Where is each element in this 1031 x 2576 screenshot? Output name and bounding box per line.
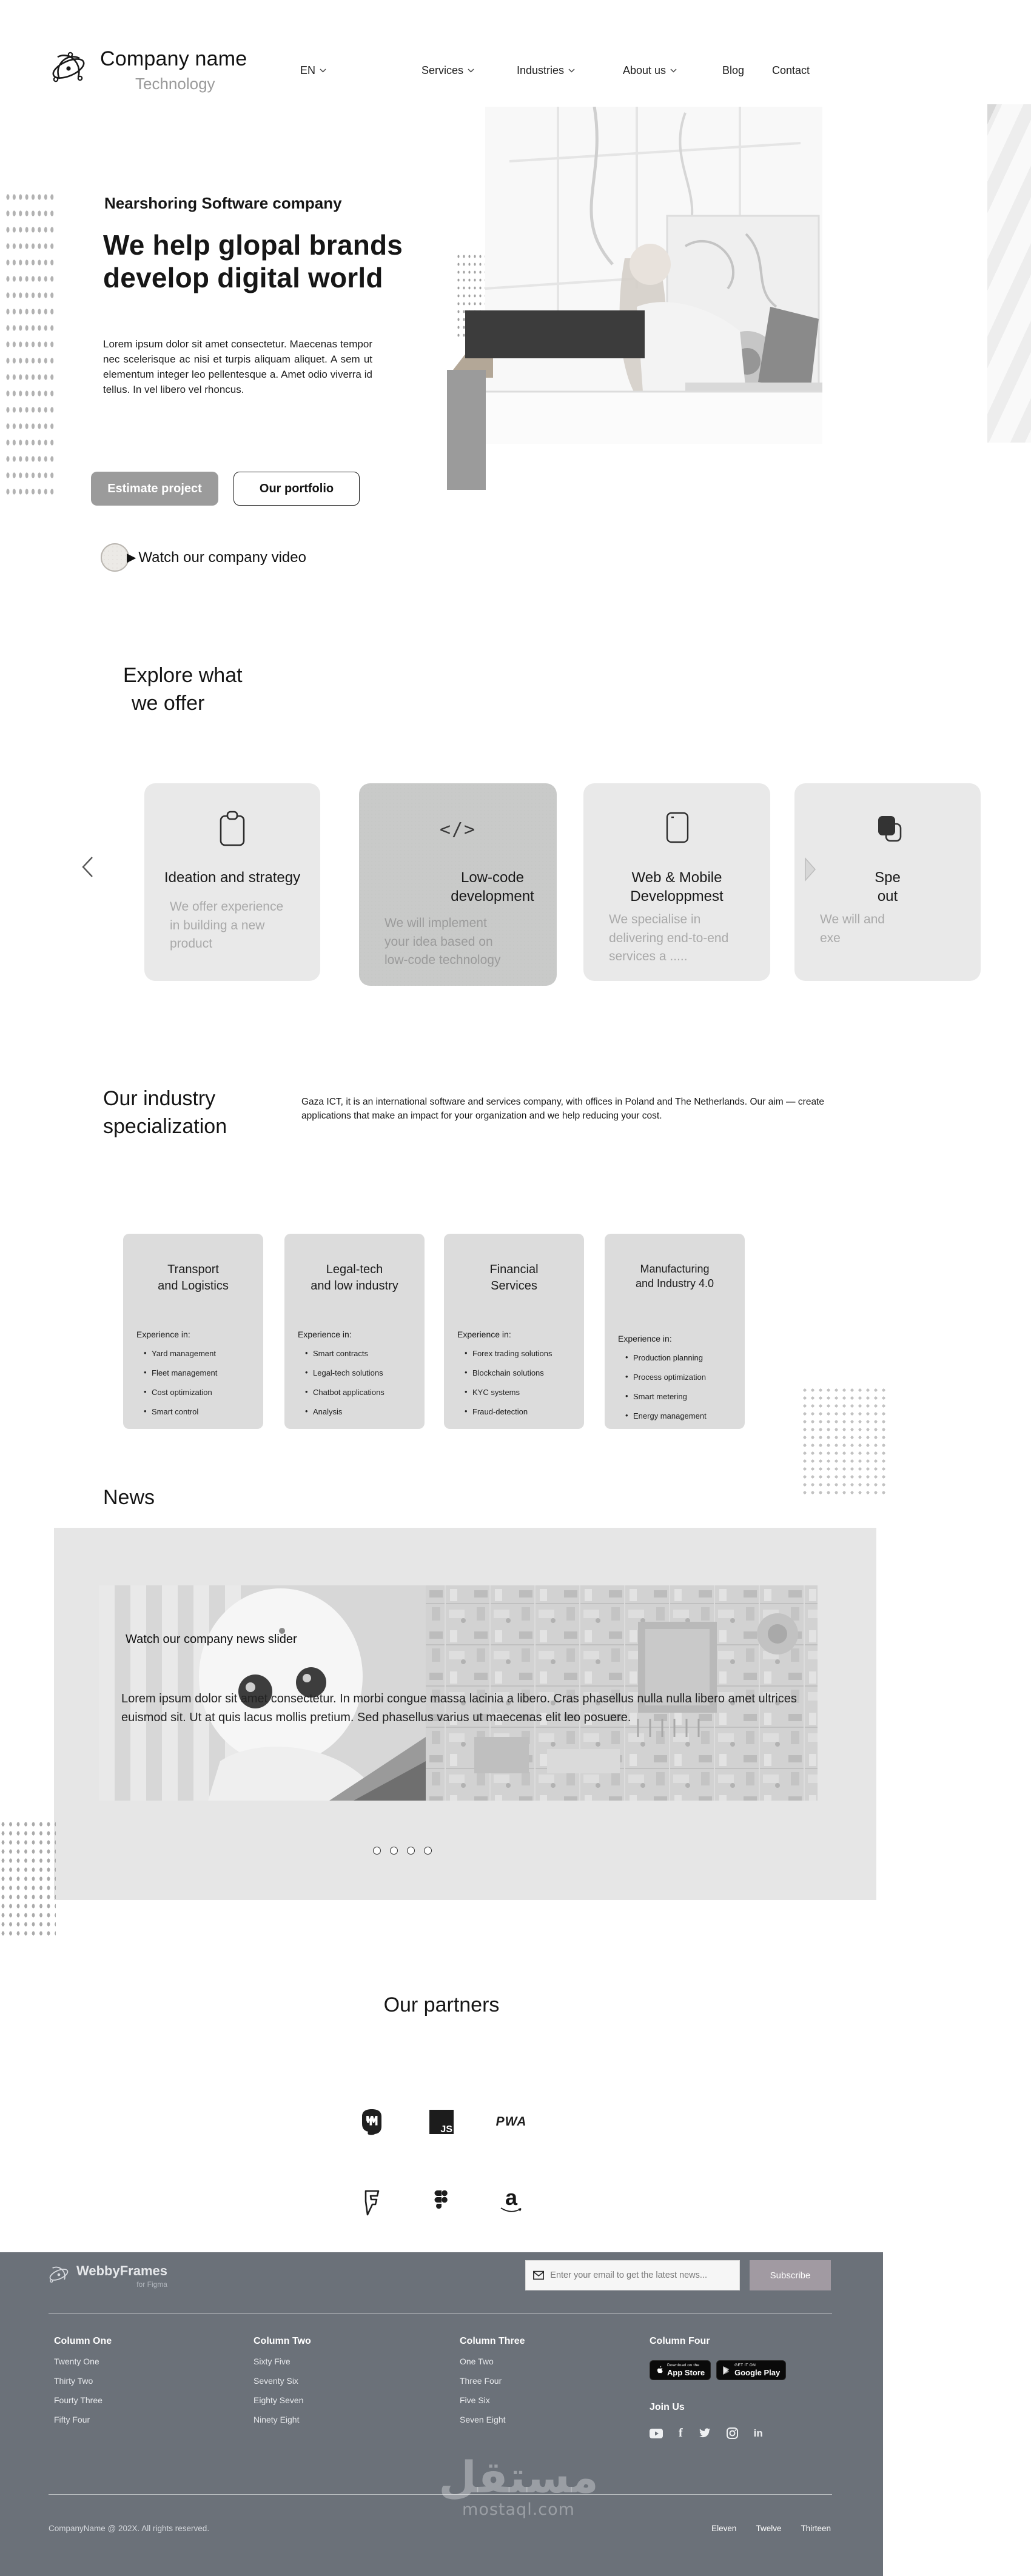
newsletter-email-input[interactable] <box>550 2270 732 2280</box>
company-logo-icon <box>49 50 89 90</box>
industry-paragraph: Gaza ICT, it is an international software and services company, with offices in Poland and The Netherlands. Our aim — create applications that make an impact for your organization and we help reducing your cost. <box>301 1097 824 1122</box>
hero-title-line1: We help glopal brands <box>103 229 403 261</box>
list-item: • Analysis <box>305 1407 425 1416</box>
column-heading: Column Four <box>650 2336 710 2346</box>
list-item: • Smart metering <box>625 1392 745 1401</box>
column-heading: Column Two <box>254 2336 311 2346</box>
footer-link[interactable]: Fourty Three <box>54 2395 102 2405</box>
offer-card-ideation[interactable] <box>144 783 320 981</box>
industry-title <box>103 1085 227 1141</box>
list-item: • KYC systems <box>465 1388 584 1397</box>
experience-label: Experience in: <box>618 1333 672 1343</box>
mastodon-logo[interactable] <box>341 2105 402 2139</box>
list-item: • Smart contracts <box>305 1349 425 1358</box>
chevron-down-icon <box>670 69 677 73</box>
play-icon: ▶ <box>127 551 136 564</box>
youtube-icon[interactable] <box>650 2429 663 2438</box>
hero-paragraph: Lorem ipsum dolor sit amet consectetur. Maecenas tempor nec scelerisque ac nisi et turpis aliquam aliquet. A sem ut elementum integer leo pellentesque a. Amet odio viverra id tellus. In vel libero vel rhoncus. <box>103 338 372 395</box>
industry-card-financial <box>444 1234 584 1429</box>
offer-title-line1: Explore what <box>123 664 243 687</box>
footer-link[interactable]: Twelve <box>756 2524 782 2533</box>
carousel-prev-button[interactable] <box>81 856 94 881</box>
nav-industries-label: Industries <box>517 64 565 76</box>
dot-pattern <box>0 1820 56 1938</box>
offer-title-line2: we offer <box>132 691 205 715</box>
nav-services[interactable] <box>421 64 474 77</box>
partners-title: Our partners <box>383 1993 500 2016</box>
dot-pattern <box>5 192 56 503</box>
clipboard-icon <box>144 808 320 851</box>
list-item: • Legal-tech solutions <box>305 1368 425 1377</box>
news-pagination <box>373 1847 432 1855</box>
copy-icon <box>794 808 981 851</box>
list-item: • Blockchain solutions <box>465 1368 584 1377</box>
badge-store-text: Google Play <box>734 2368 781 2377</box>
experience-list <box>465 1349 584 1416</box>
offer-card-text: We will implement your idea based on low-code technology <box>385 916 501 968</box>
svg-text:JS: JS <box>440 2124 452 2135</box>
hero-eyebrow: Nearshoring Software company <box>104 194 342 212</box>
news-paragraph: Lorem ipsum dolor sit amet consectetur. In morbi congue massa lacinia a libero. Cras phasellus nulla nulla libero amet ultrices euismod sit. Ut at quis lacus mollis pretium. Sed phasellus varius ut maecenas elit leo posuere. <box>121 1692 797 1724</box>
linkedin-icon[interactable]: in <box>753 2427 763 2439</box>
list-item: • Smart control <box>144 1407 263 1416</box>
industry-card-title: Manufacturing and Industry 4.0 <box>635 1263 714 1290</box>
hero-title-line2: develop digital world <box>103 261 383 293</box>
watch-video-label: Watch our company video <box>138 549 306 566</box>
footer-column-two <box>254 2336 311 2424</box>
nav-blog[interactable] <box>722 64 744 77</box>
tablet-icon <box>583 808 770 851</box>
watermark-domain: mostaql.com <box>462 2500 575 2519</box>
app-store-badge[interactable] <box>650 2360 711 2380</box>
brand-name: Company name <box>100 47 247 70</box>
nav-about-us[interactable] <box>623 64 677 77</box>
google-play-icon <box>722 2366 731 2375</box>
experience-label: Experience in: <box>136 1330 190 1339</box>
nav-blog-label: Blog <box>722 64 745 76</box>
pagination-dot-3[interactable] <box>407 1847 415 1855</box>
brand-tagline: Technology <box>135 75 215 93</box>
instagram-icon[interactable] <box>727 2427 738 2439</box>
estimate-project-button[interactable]: Estimate project <box>91 472 218 506</box>
industry-title-line2: specialization <box>103 1114 227 1138</box>
pagination-dot-1[interactable] <box>373 1847 381 1855</box>
offer-title <box>123 662 243 718</box>
join-us-heading: Join Us <box>650 2402 685 2412</box>
offer-card-title: Low-code development <box>451 869 534 905</box>
footer-link[interactable]: Ninety Eight <box>254 2415 300 2424</box>
figma-logo[interactable] <box>411 2186 472 2220</box>
industry-card-legaltech <box>284 1234 425 1429</box>
nav-contact[interactable] <box>772 64 810 77</box>
subscribe-button[interactable]: Subscribe <box>750 2260 831 2290</box>
footer-divider <box>49 2313 832 2314</box>
footer-brand-name: WebbyFrames <box>76 2263 167 2278</box>
nav-contact-label: Contact <box>772 64 810 76</box>
video-avatar <box>101 543 129 572</box>
facebook-icon[interactable]: f <box>679 2426 683 2440</box>
javascript-logo[interactable] <box>411 2105 472 2139</box>
our-portfolio-button[interactable]: Our portfolio <box>233 472 360 506</box>
hero-title <box>103 229 455 295</box>
nav-about-label: About us <box>623 64 667 76</box>
chevron-down-icon <box>568 69 575 73</box>
twitter-icon[interactable] <box>699 2428 711 2438</box>
copyright-text: CompanyName @ 202X. All rights reserved. <box>49 2524 210 2533</box>
foursquare-logo[interactable] <box>341 2186 402 2220</box>
news-slider-panel <box>54 1528 876 1900</box>
footer-link[interactable]: Sixty Five <box>254 2357 290 2366</box>
footer-link[interactable]: Eighty Seven <box>254 2395 304 2405</box>
list-item: • Chatbot applications <box>305 1388 425 1397</box>
footer <box>0 2252 883 2576</box>
footer-bottom-links <box>679 2524 831 2533</box>
envelope-icon <box>533 2270 544 2280</box>
google-play-badge[interactable] <box>716 2360 786 2380</box>
offer-card-title: Spe out <box>875 869 901 905</box>
offer-card-title: Web & Mobile Developpmest <box>630 869 724 905</box>
offer-card-lowcode[interactable] <box>359 783 557 986</box>
news-slider-label: Watch our company news slider <box>126 1633 297 1646</box>
footer-link[interactable]: Thirteen <box>801 2524 831 2533</box>
pagination-dot-4[interactable] <box>424 1847 432 1855</box>
footer-logo-icon <box>47 2263 70 2286</box>
footer-link[interactable]: One Two <box>460 2357 494 2366</box>
offer-card-web-mobile[interactable] <box>583 783 770 981</box>
carousel-next-button[interactable] <box>803 857 818 885</box>
news-title: News <box>103 1486 155 1509</box>
experience-label: Experience in: <box>457 1330 511 1339</box>
badge-pre-text: Download on the <box>667 2363 700 2367</box>
list-item: • Production planning <box>625 1353 745 1362</box>
apple-icon <box>656 2366 663 2375</box>
list-item: • Yard management <box>144 1349 263 1358</box>
dot-pattern <box>802 1387 889 1499</box>
decor-dark-rect <box>465 310 645 358</box>
badge-pre-text: GET IT ON <box>734 2363 756 2367</box>
industry-card-manufacturing <box>605 1234 745 1429</box>
offer-card-partial[interactable] <box>794 783 981 981</box>
watermark-arabic: مستقل <box>438 2452 599 2503</box>
footer-link[interactable]: Eleven <box>711 2524 737 2533</box>
footer-column-three <box>460 2336 525 2424</box>
footer-link[interactable]: Five Six <box>460 2395 490 2405</box>
industry-card-title: Transport and Logistics <box>158 1263 229 1293</box>
experience-list <box>625 1353 745 1420</box>
footer-link[interactable]: Fifty Four <box>54 2415 90 2424</box>
pagination-dot-2[interactable] <box>390 1847 398 1855</box>
code-icon: </> <box>439 818 477 840</box>
watermark <box>382 2452 655 2519</box>
offer-card-text: We specialise in delivering end-to-end services a ..... <box>609 912 729 964</box>
footer-column-one <box>54 2336 112 2424</box>
industry-title-line1: Our industry <box>103 1087 216 1110</box>
badge-store-text: App Store <box>667 2368 705 2377</box>
experience-list <box>144 1349 263 1416</box>
offer-card-text: We will and exe <box>820 912 885 945</box>
footer-brand-tagline: for Figma <box>136 2280 167 2289</box>
footer-column-four <box>650 2336 786 2440</box>
offer-card-title: Ideation and strategy <box>164 869 301 886</box>
column-heading: Column One <box>54 2336 112 2346</box>
footer-link[interactable]: Thirty Two <box>54 2376 93 2386</box>
list-item: • Forex trading solutions <box>465 1349 584 1358</box>
watch-video-control[interactable] <box>101 543 306 572</box>
list-item: • Energy management <box>625 1411 745 1420</box>
industry-card-title: Legal-tech and low industry <box>311 1263 398 1293</box>
experience-list <box>305 1349 425 1416</box>
nav-services-label: Services <box>421 64 464 76</box>
footer-link[interactable]: Twenty One <box>54 2357 99 2366</box>
offer-card-text: We offer experience in building a new product <box>170 900 284 951</box>
nav-industries[interactable] <box>517 64 575 77</box>
chevron-down-icon <box>320 69 326 73</box>
pwa-logo[interactable]: PWA <box>495 2115 527 2129</box>
language-selector[interactable] <box>300 64 326 77</box>
experience-label: Experience in: <box>298 1330 352 1339</box>
footer-link[interactable]: Seven Eight <box>460 2415 506 2424</box>
next-slide-peek <box>987 104 1031 443</box>
amazon-logo[interactable]: a <box>481 2186 542 2220</box>
list-item: • Process optimization <box>625 1373 745 1382</box>
list-item: • Fraud-detection <box>465 1407 584 1416</box>
footer-link[interactable]: Three Four <box>460 2376 502 2386</box>
column-heading: Column Three <box>460 2336 525 2346</box>
hero-photo <box>485 107 822 444</box>
footer-link[interactable]: Seventy Six <box>254 2376 298 2386</box>
language-label: EN <box>300 64 316 76</box>
decor-bar <box>447 370 486 490</box>
list-item: • Cost optimization <box>144 1388 263 1397</box>
newsletter-field[interactable] <box>525 2260 740 2290</box>
industry-card-title: Financial Services <box>489 1263 539 1293</box>
footer-brand <box>47 2263 167 2289</box>
industry-card-transport <box>123 1234 263 1429</box>
chevron-down-icon <box>468 69 474 73</box>
list-item: • Fleet management <box>144 1368 263 1377</box>
